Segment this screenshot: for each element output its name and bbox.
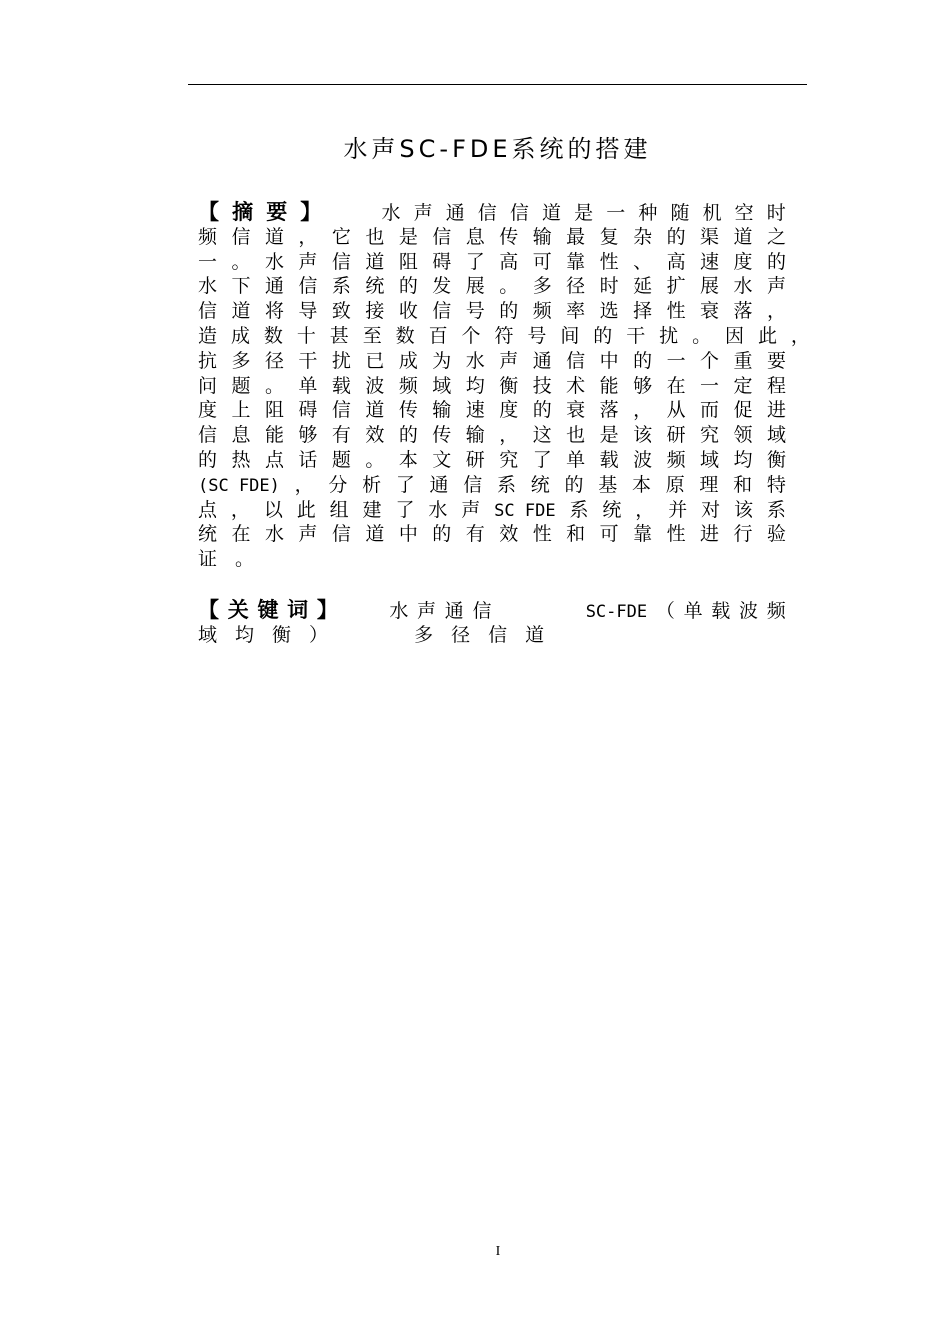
text-token: 研: [666, 424, 686, 447]
text-token: 号: [527, 324, 547, 347]
text-token: 渠: [700, 225, 720, 248]
text-token: 传: [432, 424, 452, 447]
text-token: 通: [532, 349, 552, 372]
text-token: 是: [398, 225, 418, 248]
text-token: ）: [309, 623, 329, 646]
text-token: 分: [328, 473, 348, 496]
text-token: 以: [263, 498, 283, 521]
text-token: 多: [532, 275, 552, 298]
text-token: 和: [566, 523, 586, 546]
text-token: ，: [633, 399, 653, 422]
text-token: 本: [398, 448, 418, 471]
text-token: 信: [231, 225, 251, 248]
text-token: 一: [700, 374, 720, 397]
text-token: 载: [711, 600, 731, 622]
text-token: 均: [733, 448, 753, 471]
text-token: 程: [766, 374, 786, 397]
keywords-section: [198, 598, 810, 648]
text-token: 的: [633, 349, 653, 372]
text-token: 点: [198, 498, 218, 521]
text-token: 扰: [659, 324, 679, 347]
text-token: 信: [432, 225, 452, 248]
text-token: 致: [331, 300, 351, 323]
text-token: 文: [432, 448, 452, 471]
abstract-line: [198, 398, 786, 423]
text-token: 题: [231, 374, 251, 397]
text-token: 声: [298, 523, 318, 546]
abstract-line: [198, 349, 786, 374]
text-token: 的: [432, 523, 452, 546]
text-token: 促: [733, 399, 753, 422]
text-token: 频: [532, 300, 552, 323]
text-token: 信: [432, 300, 452, 323]
abstract-line: [198, 374, 786, 399]
text-token: 声: [461, 498, 481, 521]
text-token: 话: [298, 448, 318, 471]
text-token: 时: [766, 202, 786, 224]
text-token: 收: [398, 300, 418, 323]
text-token: 道: [365, 523, 385, 546]
text-token: 单: [298, 374, 318, 397]
text-token: 载: [331, 374, 351, 397]
text-token: 的: [593, 324, 613, 347]
text-token: 域: [432, 374, 452, 397]
text-token: 下: [231, 275, 251, 298]
text-token: 该: [734, 498, 754, 521]
text-token: 。: [499, 275, 519, 298]
page-number: I: [495, 1244, 501, 1259]
abstract-line: [198, 299, 786, 324]
text-token: 信: [198, 300, 218, 323]
text-token: 度: [733, 250, 753, 273]
text-token: 通: [444, 600, 464, 622]
text-token: 最: [566, 225, 586, 248]
text-token: 百: [428, 324, 448, 347]
text-token: 水: [198, 275, 218, 298]
text-token: 之: [766, 225, 786, 248]
text-token: 道: [542, 202, 562, 224]
text-token: 声: [499, 349, 519, 372]
text-token: 统: [602, 498, 622, 521]
text-token: 水: [264, 250, 284, 273]
text-token: 多: [414, 623, 434, 646]
text-token: 析: [362, 473, 382, 496]
abstract-line: [198, 473, 786, 498]
abstract-line: [198, 423, 786, 448]
text-token: 系: [569, 498, 589, 521]
text-token: 的: [766, 250, 786, 273]
text-token: 多: [231, 349, 251, 372]
text-token: 输: [465, 424, 485, 447]
text-token: 信: [472, 600, 492, 622]
text-token: 。: [235, 548, 255, 571]
keywords-line: [198, 598, 786, 623]
text-token: 输: [532, 225, 552, 248]
document-title: 水声SC-FDE系统的搭建: [343, 135, 652, 163]
text-token: 速: [700, 250, 720, 273]
text-token: 间: [560, 324, 580, 347]
text-token: 数: [395, 324, 415, 347]
text-token: 衡: [272, 623, 292, 646]
text-token: 。: [692, 324, 712, 347]
text-token: ，: [230, 498, 250, 521]
text-token: 靠: [633, 523, 653, 546]
text-token: 高: [666, 250, 686, 273]
text-token: 种: [638, 202, 658, 224]
text-token: 的: [532, 399, 552, 422]
text-token: 抗: [198, 349, 218, 372]
section-label-char: 摘: [232, 200, 254, 224]
text-token: 的: [564, 473, 584, 496]
text-token: 本: [631, 473, 651, 496]
text-token: 至: [362, 324, 382, 347]
text-token: 道: [231, 300, 251, 323]
text-token: 信: [198, 424, 218, 447]
text-token: 问: [198, 374, 218, 397]
abstract-line: [198, 200, 786, 225]
text-token: 也: [365, 225, 385, 248]
text-token: 它: [331, 225, 351, 248]
abstract-line: [198, 498, 786, 523]
text-token: 中: [398, 523, 418, 546]
text-token: 能: [599, 374, 619, 397]
text-token: 技: [532, 374, 552, 397]
text-token: 证: [198, 548, 218, 571]
text-token: 单: [683, 600, 703, 622]
text-token: 为: [432, 349, 452, 372]
text-token: 衰: [566, 399, 586, 422]
text-token: 信: [509, 202, 529, 224]
text-token: 信: [331, 250, 351, 273]
text-token: 声: [417, 600, 437, 622]
text-token: 性: [666, 300, 686, 323]
text-token: 随: [670, 202, 690, 224]
text-token: 择: [633, 300, 653, 323]
text-token: 可: [599, 523, 619, 546]
text-token: 将: [264, 300, 284, 323]
text-token: 题: [331, 448, 351, 471]
text-token: 传: [398, 399, 418, 422]
text-token: 径: [451, 623, 471, 646]
text-token: 一: [666, 349, 686, 372]
text-token: 了: [395, 498, 415, 521]
text-token: 信: [298, 275, 318, 298]
text-token: 。: [264, 374, 284, 397]
text-token: 空: [734, 202, 754, 224]
text-token: 速: [465, 399, 485, 422]
text-token: 信: [566, 349, 586, 372]
text-token: 有: [331, 424, 351, 447]
abstract-section: [198, 200, 810, 572]
text-token: 通: [264, 275, 284, 298]
text-token: 域: [198, 623, 218, 646]
section-label-char: 要: [266, 200, 288, 224]
text-token: 道: [365, 399, 385, 422]
text-token: 热: [231, 448, 251, 471]
text-token: 导: [298, 300, 318, 323]
section-label-char: 【: [198, 598, 219, 622]
text-token: 的: [666, 225, 686, 248]
text-token: 造: [198, 324, 218, 347]
text-token: 效: [365, 424, 385, 447]
text-token: 扰: [331, 349, 351, 372]
text-token: 高: [499, 250, 519, 273]
text-token: 靠: [566, 250, 586, 273]
text-token: 复: [599, 225, 619, 248]
text-token: 可: [532, 250, 552, 273]
text-token: 频: [198, 225, 218, 248]
text-token: 基: [598, 473, 618, 496]
text-token: 碍: [298, 399, 318, 422]
text-token: 性: [599, 250, 619, 273]
text-token: 的: [398, 275, 418, 298]
text-token: 选: [599, 300, 619, 323]
abstract-line: [198, 448, 786, 473]
text-token: 从: [666, 399, 686, 422]
text-token: 率: [566, 300, 586, 323]
text-token: 扩: [666, 275, 686, 298]
text-token: 度: [198, 399, 218, 422]
text-token: 数: [263, 324, 283, 347]
text-token: 干: [298, 349, 318, 372]
text-token: 信: [463, 473, 483, 496]
text-token: 行: [733, 523, 753, 546]
text-token: 领: [733, 424, 753, 447]
text-token: 系: [766, 498, 786, 521]
text-token: SC-FDE: [585, 602, 648, 622]
text-token: 的: [198, 448, 218, 471]
text-token: 道: [525, 623, 545, 646]
text-token: 波: [633, 448, 653, 471]
text-token: 中: [599, 349, 619, 372]
text-token: 水: [428, 498, 448, 521]
text-token: 。: [365, 448, 385, 471]
text-token: 水: [381, 202, 401, 224]
abstract-line: [198, 250, 786, 275]
text-token: 道: [264, 225, 284, 248]
text-token: 效: [499, 523, 519, 546]
text-token: 符: [494, 324, 514, 347]
text-token: 并: [668, 498, 688, 521]
section-label-char: 】: [316, 598, 338, 622]
text-token: 水: [733, 275, 753, 298]
text-token: 单: [566, 448, 586, 471]
abstract-line: [198, 547, 810, 572]
text-token: 水: [389, 600, 409, 622]
text-token: 成: [398, 349, 418, 372]
text-token: 此: [296, 498, 316, 521]
text-token: 进: [766, 399, 786, 422]
text-token: 落: [599, 399, 619, 422]
text-token: 信: [488, 623, 508, 646]
text-token: 衰: [700, 300, 720, 323]
text-token: 个: [700, 349, 720, 372]
text-token: 道: [733, 225, 753, 248]
text-token: 通: [445, 202, 465, 224]
text-token: 够: [298, 424, 318, 447]
text-token: 上: [231, 399, 251, 422]
text-token: 阻: [398, 250, 418, 273]
text-token: 展: [465, 275, 485, 298]
section-label-char: 】: [300, 200, 322, 224]
text-token: 域: [700, 448, 720, 471]
text-token: 衡: [499, 374, 519, 397]
text-token: 息: [465, 225, 485, 248]
text-token: 组: [329, 498, 349, 521]
text-token: 对: [701, 498, 721, 521]
text-token: 落: [733, 300, 753, 323]
text-token: 而: [700, 399, 720, 422]
text-token: 输: [432, 399, 452, 422]
section-label-char: 键: [257, 598, 279, 622]
text-token: 验: [766, 523, 786, 546]
text-token: ，: [790, 324, 810, 347]
text-token: ，: [766, 300, 786, 323]
text-token: 号: [465, 300, 485, 323]
text-token: 定: [733, 374, 753, 397]
text-token: 传: [499, 225, 519, 248]
text-token: 。: [231, 250, 251, 273]
text-token: （: [655, 600, 675, 622]
text-token: 频: [766, 600, 786, 622]
text-token: 了: [532, 448, 552, 471]
text-token: SC FDE: [494, 500, 556, 521]
text-token: 声: [413, 202, 433, 224]
keywords-line: [198, 623, 810, 648]
abstract-line: [198, 522, 786, 547]
text-token: 信: [477, 202, 497, 224]
text-token: 声: [766, 275, 786, 298]
text-token: 十: [296, 324, 316, 347]
text-token: 一: [606, 202, 626, 224]
text-token: 声: [298, 250, 318, 273]
text-token: 统: [365, 275, 385, 298]
text-token: 已: [365, 349, 385, 372]
text-token: 特: [766, 473, 786, 496]
text-token: 息: [231, 424, 251, 447]
text-token: 点: [264, 448, 284, 471]
text-token: ，: [294, 473, 314, 496]
section-label-char: 词: [287, 598, 309, 622]
text-token: 了: [465, 250, 485, 273]
text-token: 碍: [432, 250, 452, 273]
text-token: 的: [499, 300, 519, 323]
text-token: 阻: [264, 399, 284, 422]
text-token: 和: [733, 473, 753, 496]
text-token: 有: [465, 523, 485, 546]
text-token: ，: [298, 225, 318, 248]
text-token: 研: [465, 448, 485, 471]
text-token: 统: [530, 473, 550, 496]
abstract-line: [198, 324, 810, 349]
text-token: 该: [633, 424, 653, 447]
text-token: 、: [633, 250, 653, 273]
abstract-line: [198, 274, 786, 299]
text-token: 统: [198, 523, 218, 546]
text-token: 是: [599, 424, 619, 447]
text-token: 径: [264, 349, 284, 372]
text-token: 延: [633, 275, 653, 298]
text-token: 度: [499, 399, 519, 422]
text-token: 信: [331, 399, 351, 422]
text-token: 个: [461, 324, 481, 347]
text-token: 一: [198, 250, 218, 273]
text-token: ，: [635, 498, 655, 521]
text-token: 了: [395, 473, 415, 496]
text-token: 径: [566, 275, 586, 298]
text-token: 在: [231, 523, 251, 546]
abstract-line: [198, 225, 786, 250]
text-token: 信: [331, 523, 351, 546]
section-label-char: 关: [227, 598, 249, 622]
text-token: 频: [398, 374, 418, 397]
text-token: 此: [757, 324, 777, 347]
text-token: 要: [766, 349, 786, 372]
text-token: 均: [235, 623, 255, 646]
text-token: 进: [700, 523, 720, 546]
text-token: 水: [264, 523, 284, 546]
text-token: 够: [633, 374, 653, 397]
text-token: 因: [725, 324, 745, 347]
text-token: 是: [574, 202, 594, 224]
text-token: 频: [666, 448, 686, 471]
text-token: 衡: [766, 448, 786, 471]
text-token: 杂: [633, 225, 653, 248]
text-token: 重: [733, 349, 753, 372]
text-token: 时: [599, 275, 619, 298]
text-token: 的: [398, 424, 418, 447]
text-token: 机: [702, 202, 722, 224]
text-token: 水: [465, 349, 485, 372]
text-token: 域: [766, 424, 786, 447]
text-token: 展: [700, 275, 720, 298]
text-token: 系: [331, 275, 351, 298]
text-token: (SC FDE): [198, 475, 280, 496]
text-token: 理: [699, 473, 719, 496]
text-token: ，: [499, 424, 519, 447]
text-token: 能: [264, 424, 284, 447]
text-token: 甚: [329, 324, 349, 347]
text-token: 载: [599, 448, 619, 471]
text-token: 究: [700, 424, 720, 447]
text-token: 成: [230, 324, 250, 347]
section-label-char: 【: [198, 200, 219, 224]
text-token: 波: [739, 600, 759, 622]
header-rule: [188, 84, 807, 85]
text-token: 性: [532, 523, 552, 546]
text-token: 性: [666, 523, 686, 546]
text-token: 在: [666, 374, 686, 397]
text-token: 这: [532, 424, 552, 447]
text-token: 发: [432, 275, 452, 298]
text-token: 接: [365, 300, 385, 323]
text-token: 通: [429, 473, 449, 496]
text-token: 也: [566, 424, 586, 447]
text-token: 建: [362, 498, 382, 521]
text-token: 原: [665, 473, 685, 496]
text-token: 究: [499, 448, 519, 471]
text-token: 道: [365, 250, 385, 273]
text-token: 均: [465, 374, 485, 397]
text-token: 术: [566, 374, 586, 397]
text-token: 干: [626, 324, 646, 347]
text-token: 系: [497, 473, 517, 496]
text-token: 波: [365, 374, 385, 397]
